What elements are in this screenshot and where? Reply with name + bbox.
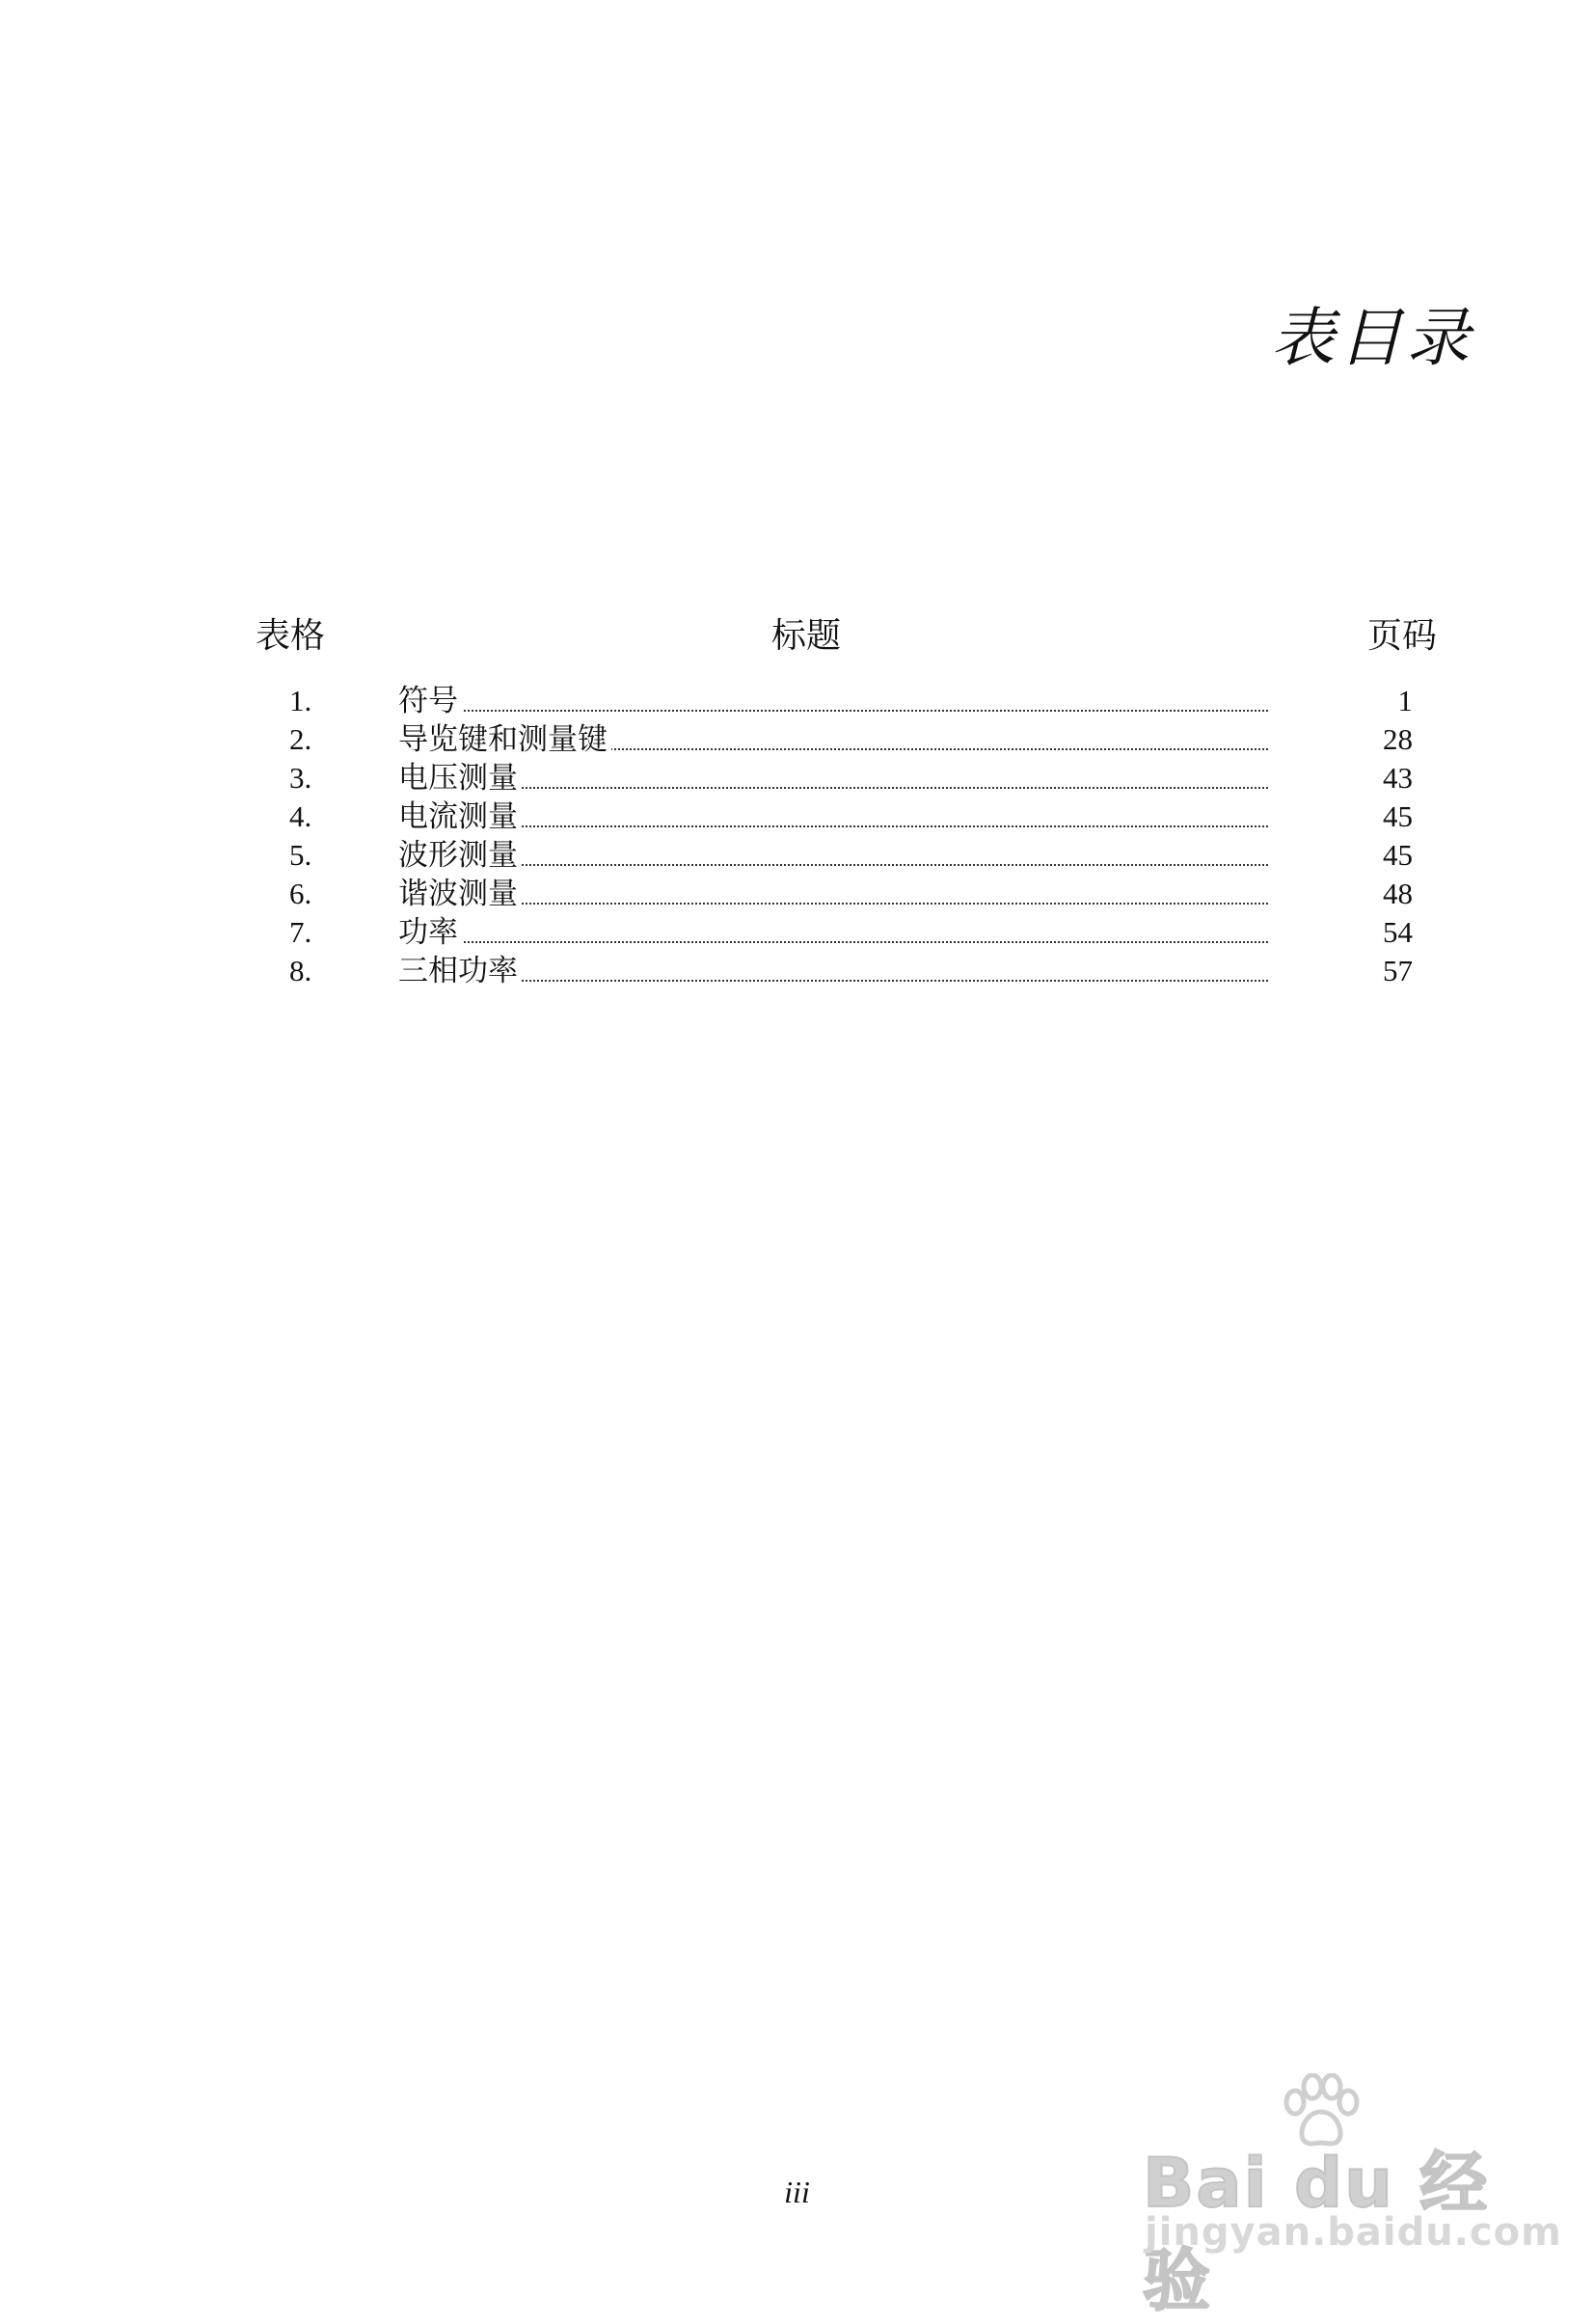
row-leader bbox=[398, 952, 1268, 990]
table-of-contents bbox=[256, 612, 1437, 988]
row-label: 三相功率 bbox=[398, 954, 522, 988]
row-label: 电流测量 bbox=[398, 799, 522, 834]
toc-header bbox=[256, 612, 1437, 661]
row-number: 5. bbox=[289, 838, 312, 872]
row-leader bbox=[398, 720, 1268, 759]
page-title: 表目录 bbox=[1271, 301, 1473, 375]
dot-leader bbox=[398, 825, 1268, 827]
toc-row[interactable] bbox=[256, 913, 1437, 952]
row-number: 8. bbox=[289, 954, 312, 987]
row-page: 57 bbox=[1383, 954, 1413, 987]
row-number: 1. bbox=[289, 684, 312, 717]
baidu-jingyan-watermark bbox=[1143, 2073, 1562, 2320]
toc-row[interactable] bbox=[256, 952, 1437, 990]
row-number: 7. bbox=[289, 915, 312, 949]
toc-rows bbox=[256, 682, 1437, 990]
row-label: 导览键和测量键 bbox=[398, 722, 611, 757]
row-label: 波形测量 bbox=[398, 838, 522, 873]
dot-leader bbox=[398, 710, 1268, 712]
row-number: 4. bbox=[289, 799, 312, 833]
row-page: 28 bbox=[1383, 722, 1413, 756]
row-page: 45 bbox=[1383, 799, 1413, 833]
row-label: 符号 bbox=[398, 684, 462, 718]
row-page: 54 bbox=[1383, 915, 1413, 949]
row-leader bbox=[398, 913, 1268, 952]
column-header-page: 页码 bbox=[1366, 616, 1437, 656]
watermark-url: jingyan.baidu.com bbox=[1145, 2210, 1562, 2255]
column-header-title: 标题 bbox=[771, 616, 842, 656]
row-number: 6. bbox=[289, 877, 312, 910]
dot-leader bbox=[398, 787, 1268, 789]
row-label: 电压测量 bbox=[398, 761, 522, 796]
row-page: 48 bbox=[1383, 877, 1413, 910]
toc-row[interactable] bbox=[256, 797, 1437, 836]
dot-leader bbox=[398, 903, 1268, 905]
toc-row[interactable] bbox=[256, 836, 1437, 875]
row-leader bbox=[398, 797, 1268, 836]
baidu-logo: Bai du 经验 bbox=[1143, 2144, 1490, 2320]
row-number: 3. bbox=[289, 761, 312, 795]
row-leader bbox=[398, 759, 1268, 797]
toc-row[interactable] bbox=[256, 720, 1437, 759]
toc-row[interactable] bbox=[256, 875, 1437, 913]
row-leader bbox=[398, 682, 1268, 720]
row-label: 功率 bbox=[398, 915, 462, 950]
row-page: 45 bbox=[1383, 838, 1413, 872]
dot-leader bbox=[398, 941, 1268, 943]
row-page: 43 bbox=[1383, 761, 1413, 795]
row-leader bbox=[398, 875, 1268, 913]
column-header-table: 表格 bbox=[256, 616, 326, 656]
dot-leader bbox=[398, 864, 1268, 866]
row-page: 1 bbox=[1397, 684, 1413, 717]
row-label: 谐波测量 bbox=[398, 877, 522, 911]
row-leader bbox=[398, 836, 1268, 875]
page-number: iii bbox=[784, 2175, 810, 2209]
row-number: 2. bbox=[289, 722, 312, 756]
dot-leader bbox=[398, 980, 1268, 982]
toc-row[interactable] bbox=[256, 682, 1437, 720]
toc-row[interactable] bbox=[256, 759, 1437, 797]
